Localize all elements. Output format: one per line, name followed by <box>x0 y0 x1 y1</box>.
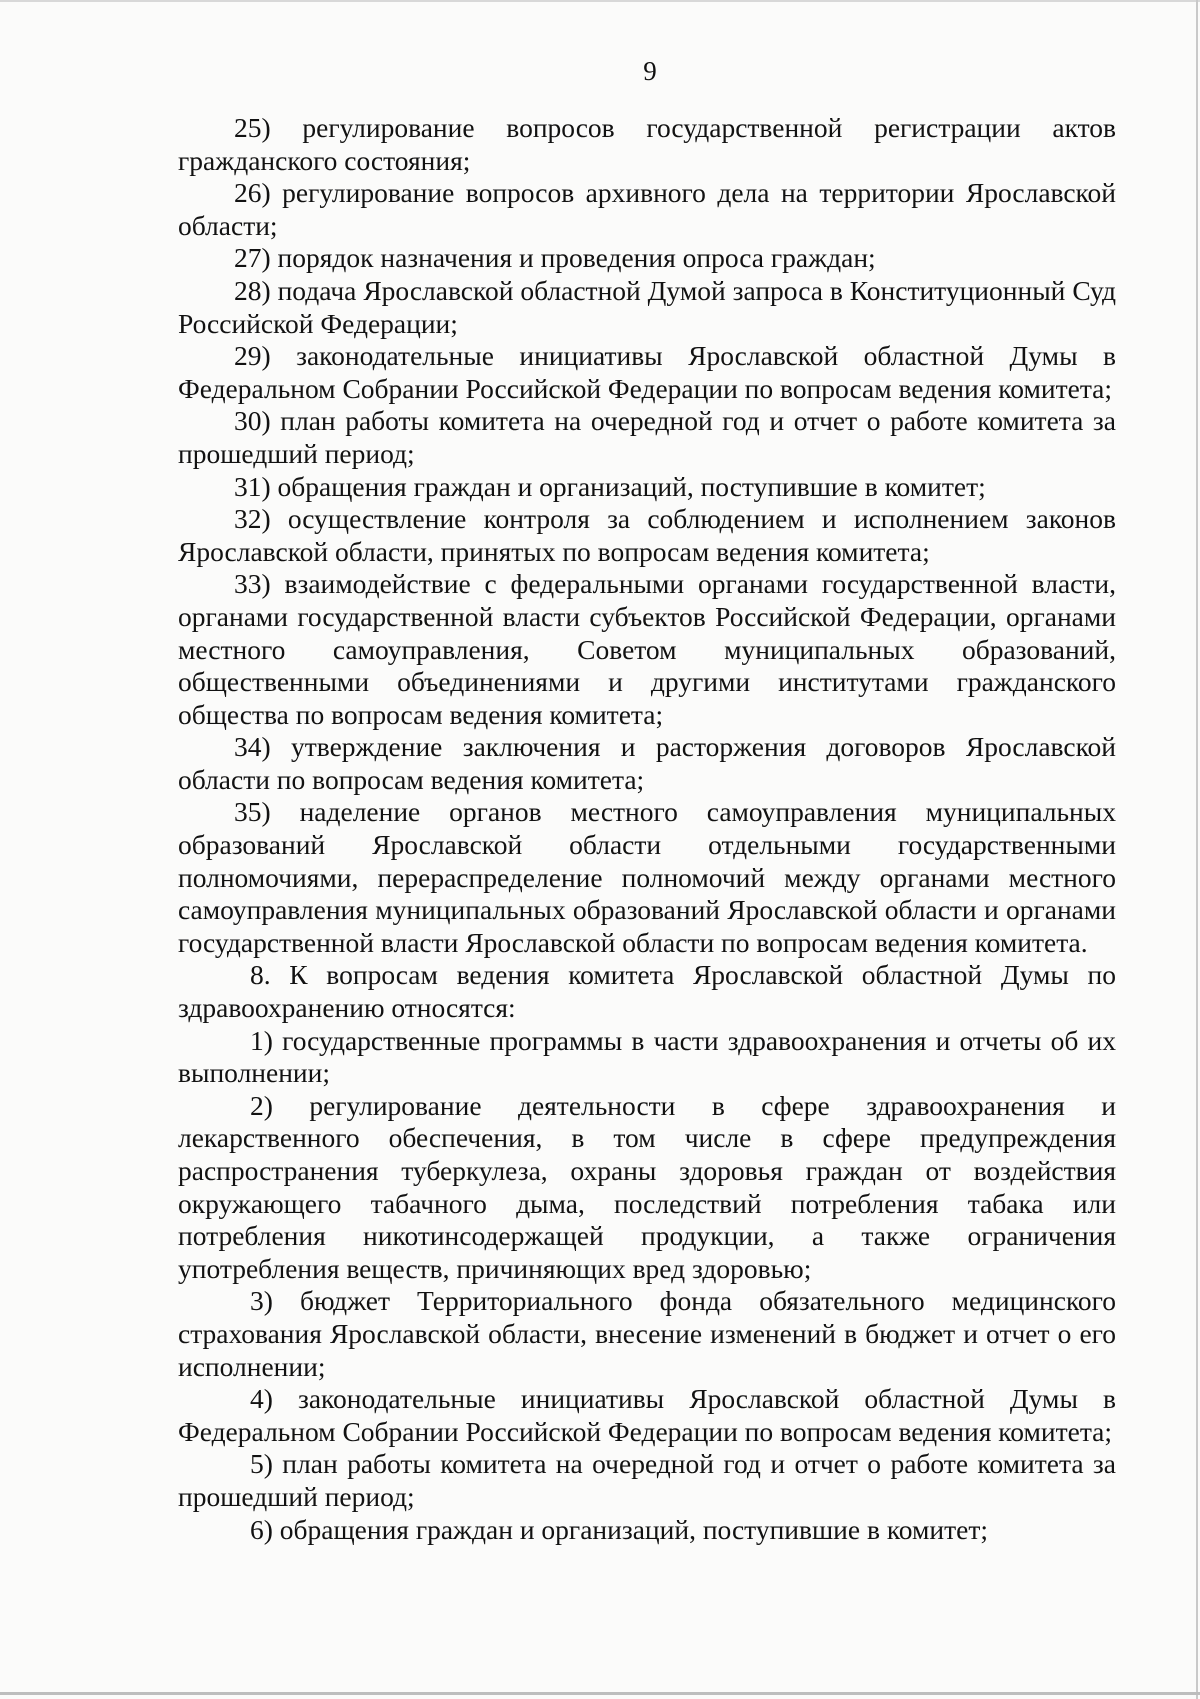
scan-edge-bottom <box>0 1692 1200 1695</box>
scan-edge-right <box>1196 0 1198 1699</box>
list-item-31: 31) обращения граждан и организаций, поступившие в комитет; <box>234 470 986 502</box>
document-body <box>178 112 1116 1546</box>
list-item-32: 32) осуществление контроля за соблюдением и исполнением законов Ярославской области, принятых по вопросам ведения комитета; <box>178 503 1116 567</box>
section-8-item-4: 4) законодательные инициативы Ярославской областной Думы в Федеральном Собрании Российской Федерации по вопросам ведения комитета; <box>178 1383 1116 1447</box>
section-8-item-5: 5) план работы комитета на очередной год и отчет о работе комитета за прошедший период; <box>178 1448 1116 1512</box>
list-item-29: 29) законодательные инициативы Ярославской областной Думы в Федеральном Собрании Российской Федерации по вопросам ведения комитета; <box>178 340 1116 404</box>
section-8-item-2: 2) регулирование деятельности в сфере здравоохранения и лекарственного обеспечения, в том числе в сфере предупреждения распространения туберкулеза, охраны здоровья граждан от воздействия окружающего табачного дыма, последствий потребления табака или потребления никотинсодержащей продукции, а также ограничения употребления веществ, причиняющих вред здоровью; <box>178 1089 1116 1284</box>
scan-edge-top <box>0 0 1200 2</box>
list-item-28: 28) подача Ярославской областной Думой запроса в Конституционный Суд Российской Федерации; <box>178 274 1116 339</box>
page-number: 9 <box>643 56 657 86</box>
list-item-25: 25) регулирование вопросов государственной регистрации актов гражданского состояния; <box>178 112 1116 176</box>
list-item-35: 35) наделение органов местного самоуправления муниципальных образований Ярославской области отдельными государственными полномочиями, перераспределение полномочий между органами местного самоуправления муниципальных образований Ярославской области и органами государственной власти Ярославской области по вопросам ведения комитета. <box>178 796 1116 958</box>
section-8-heading: 8. К вопросам ведения комитета Ярославской областной Думы по здравоохранению относятся: <box>178 959 1116 1024</box>
section-8-item-6: 6) обращения граждан и организаций, поступившие в комитет; <box>250 1513 989 1545</box>
section-8-item-3: 3) бюджет Территориального фонда обязательного медицинского страхования Ярославской области, внесение изменений в бюджет и отчет о его исполнении; <box>178 1285 1116 1382</box>
list-item-34: 34) утверждение заключения и расторжения договоров Ярославской области по вопросам ведения комитета; <box>178 731 1116 795</box>
list-item-33: 33) взаимодействие с федеральными органами государственной власти, органами государственной власти субъектов Российской Федерации, органами местного самоуправления, Советом муниципальных образований, общественными объединениями и другими институтами гражданского общества по вопросам ведения комитета; <box>178 568 1116 730</box>
list-item-30: 30) план работы комитета на очередной год и отчет о работе комитета за прошедший период; <box>178 405 1116 469</box>
list-item-27: 27) порядок назначения и проведения опроса граждан; <box>234 242 876 274</box>
list-item-26: 26) регулирование вопросов архивного дела на территории Ярославской области; <box>178 177 1116 241</box>
section-8-item-1: 1) государственные программы в части здравоохранения и отчеты об их выполнении; <box>178 1024 1116 1089</box>
